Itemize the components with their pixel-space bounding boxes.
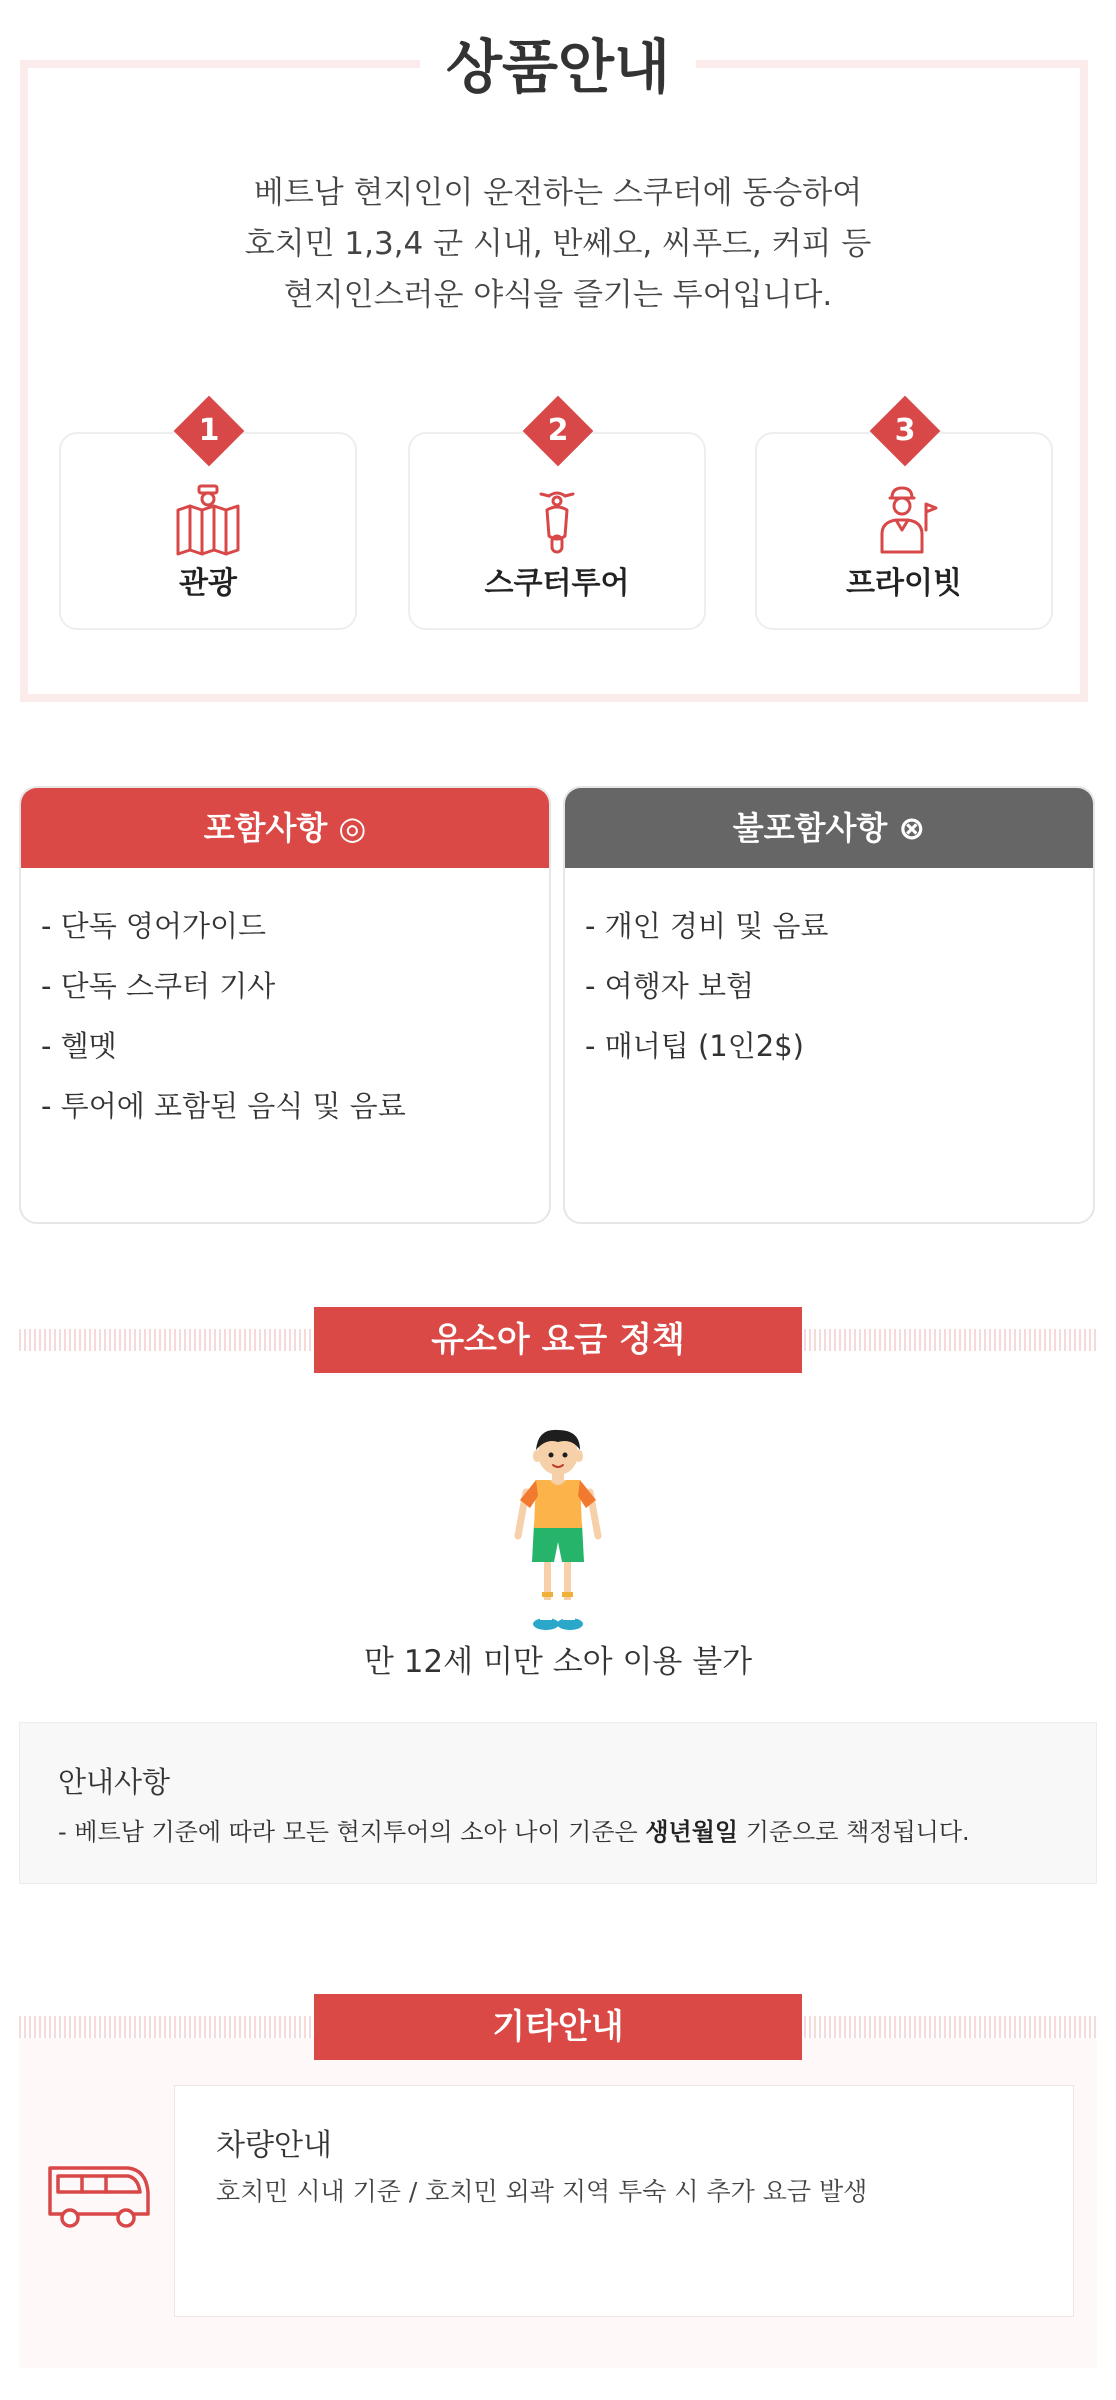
notice-text-suffix: 기준으로 책정됩니다. [738, 1818, 970, 1846]
list-item: - 개인 경비 및 음료 [585, 909, 829, 943]
feature-label-private: 프라이빗 [846, 566, 962, 601]
included-list [21, 868, 549, 1136]
notice-box [19, 1722, 1097, 1884]
list-item: - 헬멧 [41, 1029, 117, 1063]
child-policy-banner: 유소아 요금 정책 [314, 1307, 802, 1373]
list-item: - 단독 영어가이드 [41, 909, 266, 943]
feature-label-tour: 관광 [179, 566, 237, 601]
other-info-banner: 기타안내 [314, 1994, 802, 2060]
notice-text-bold: 생년월일 [645, 1818, 739, 1846]
feature-label-scooter: 스쿠터투어 [484, 566, 630, 601]
list-item: - 여행자 보험 [585, 969, 754, 1003]
excluded-list [565, 868, 1093, 1076]
feature-number-1: 1 [198, 413, 220, 448]
scooter-icon [521, 484, 593, 556]
child-illustration [512, 1424, 604, 1632]
list-item: - 단독 스쿠터 기사 [41, 969, 276, 1003]
intro-line-3: 현지인스러운 야식을 즐기는 투어입니다. [283, 277, 833, 313]
notice-title: 안내사항 [58, 1765, 171, 1799]
feature-number-3: 3 [894, 413, 916, 448]
list-item: - 매너팁 (1인2$) [585, 1029, 804, 1063]
child-age-note: 만 12세 미만 소아 이용 불가 [363, 1644, 753, 1680]
notice-text [58, 1812, 970, 1847]
excluded-box [563, 786, 1095, 1224]
product-info-title: 상품안내 [420, 22, 696, 112]
notice-text-prefix: - 베트남 기준에 따라 모든 현지투어의 소아 나이 기준은 [58, 1818, 646, 1846]
feature-number-2: 2 [547, 413, 569, 448]
list-item: - 투어에 포함된 음식 및 음료 [41, 1089, 406, 1123]
bus-icon [44, 2162, 154, 2232]
vehicle-info-title: 차량안내 [216, 2128, 332, 2163]
tourist-map-icon [172, 484, 244, 556]
vehicle-info-text: 호치민 시내 기준 / 호치민 외곽 지역 투숙 시 추가 요금 발생 [216, 2177, 868, 2206]
product-intro [120, 168, 996, 321]
intro-line-1: 베트남 현지인이 운전하는 스쿠터에 동승하여 [253, 175, 863, 211]
included-box [19, 786, 551, 1224]
guide-flag-icon [868, 484, 940, 556]
intro-line-2: 호치민 1,3,4 군 시내, 반쎄오, 씨푸드, 커피 등 [244, 226, 872, 262]
excluded-title: 불포함사항 ⊗ [565, 788, 1093, 868]
included-title: 포함사항 ◎ [21, 788, 549, 868]
